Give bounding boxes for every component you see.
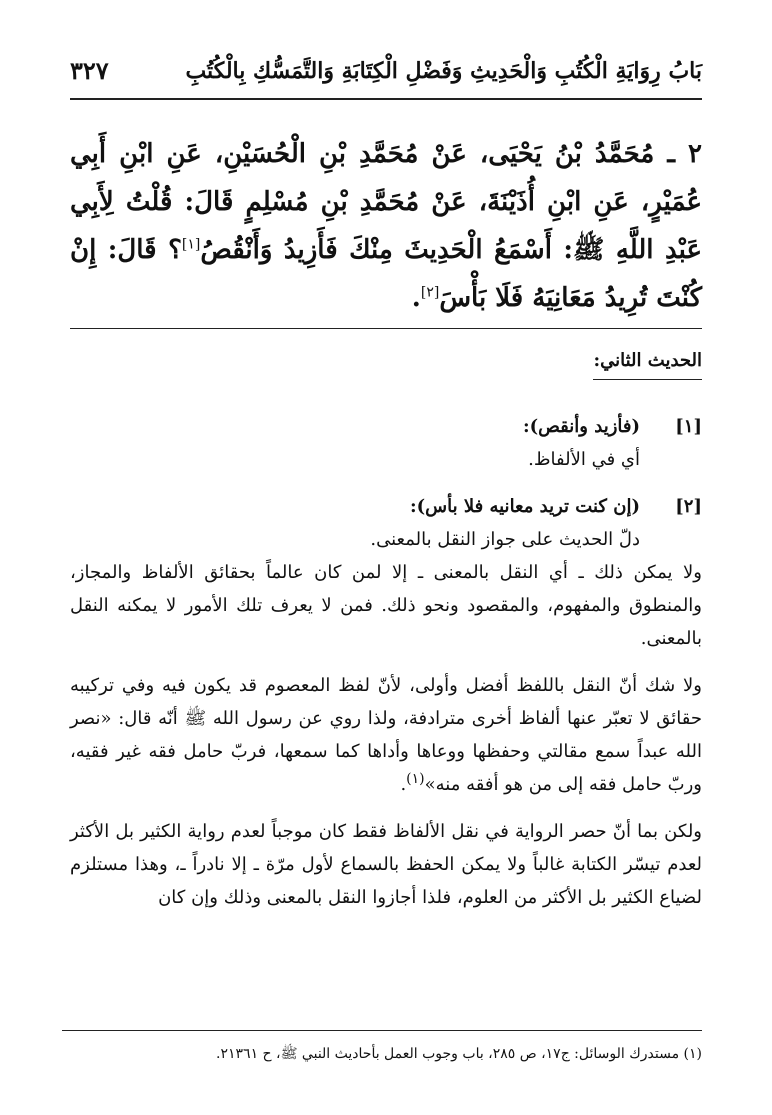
- hadith-text: [70, 130, 702, 322]
- note-paragraph: أي في الألفاظ.: [528, 449, 640, 470]
- note-body: [70, 410, 640, 476]
- footnote-ref[interactable]: (١): [406, 771, 425, 787]
- footnote: (١) مستدرك الوسائل: ج١٧، ص ٢٨٥، باب وجوب العمل بأحاديث النبي ﷺ، ح ٢١٣٦١.: [216, 1046, 702, 1062]
- hadith-text-end: .: [411, 283, 421, 313]
- hadith-ref-1[interactable]: [١]: [181, 236, 201, 253]
- hadith-ref-2[interactable]: [٢]: [420, 284, 440, 301]
- note-number: [١]: [675, 416, 702, 437]
- commentary-paragraph-text: ولا شك أنّ النقل باللفظ أفضل وأولى، لأنّ لفظ المعصوم قد يكون فيه وفي تركيبه حقائق لا تعبّر عنها ألفاظ أخرى مترادفة، ولذا روي عن رسول الله ﷺ أنّه قال: «نصر الله عبداً سمع مقالتي وحفظها ووعاها وأداها كما سمعها، فربّ حامل فقه غير فقيه، وربّ حامل فقه إلى من هو أفقه منه»: [70, 675, 702, 795]
- commentary-paragraph-end: .: [400, 774, 407, 795]
- note-paragraph: دلّ الحديث على جواز النقل بالمعنى.: [370, 529, 640, 550]
- note-item: [70, 490, 702, 556]
- hadith-text-part-2: ؟ قَالَ: إِنْ كُنْتَ تُرِيدُ مَعَانِيَهُ فَلَا بَأْسَ: [70, 235, 702, 313]
- commentary-paragraph: [70, 669, 702, 801]
- section-divider: [70, 328, 702, 329]
- footnote-divider: [62, 1030, 702, 1031]
- note-heading: (إن كنت تريد معانيه فلا بأس):: [409, 496, 640, 517]
- running-title: بَابُ رِوَايَةِ الْكُتُبِ وَالْحَدِيثِ وَفَضْلِ الْكِتَابَةِ وَالتَّمَسُّكِ بِالْكُتُبِ: [185, 58, 702, 84]
- page-number: ٣٢٧: [70, 56, 109, 85]
- note-item: [70, 410, 702, 476]
- hadith-text-part-1: ٢ ـ مُحَمَّدُ بْنُ يَحْيَى، عَنْ مُحَمَّدِ بْنِ الْحُسَيْنِ، عَنِ ابْنِ أَبِي عُمَيْرٍ، عَنِ ابْنِ أُذَيْنَةَ، عَنْ مُحَمَّدِ بْنِ مُسْلِمٍ قَالَ: قُلْتُ لِأَبِي عَبْدِ اللَّهِ ﷺ: أَسْمَعُ الْحَدِيثَ مِنْكَ فَأَزِيدُ وَأَنْقُصُ: [70, 139, 702, 265]
- note-number: [٢]: [675, 496, 702, 517]
- note-body: [70, 490, 640, 556]
- commentary-paragraph: ولا يمكن ذلك ـ أي النقل بالمعنى ـ إلا لمن كان عالماً بحقائق الألفاظ والمجاز، والمنطوق والمفهوم، والمقصود ونحو ذلك. فمن لا يعرف تلك الأمور لا يمكنه النقل بالمعنى.: [70, 562, 702, 649]
- section-title: الحديث الثاني:: [593, 350, 702, 380]
- running-header: [70, 52, 702, 100]
- note-heading: (فأزيد وأنقص):: [522, 416, 640, 437]
- commentary: [70, 410, 702, 914]
- hadith-paragraph: [70, 130, 702, 322]
- commentary-paragraph: ولكن بما أنّ حصر الرواية في نقل الألفاظ فقط كان موجباً لعدم رواية الكثير بل الأكثر لعدم تيسّر الكتابة غالباً ولا يمكن الحفظ بالسماع لأول مرّة ـ إلا نادراً ـ، وهذا مستلزم لضياع الكثير بل الأكثر من العلوم، فلذا أجازوا النقل بالمعنى وذلك وإن كان: [70, 821, 702, 908]
